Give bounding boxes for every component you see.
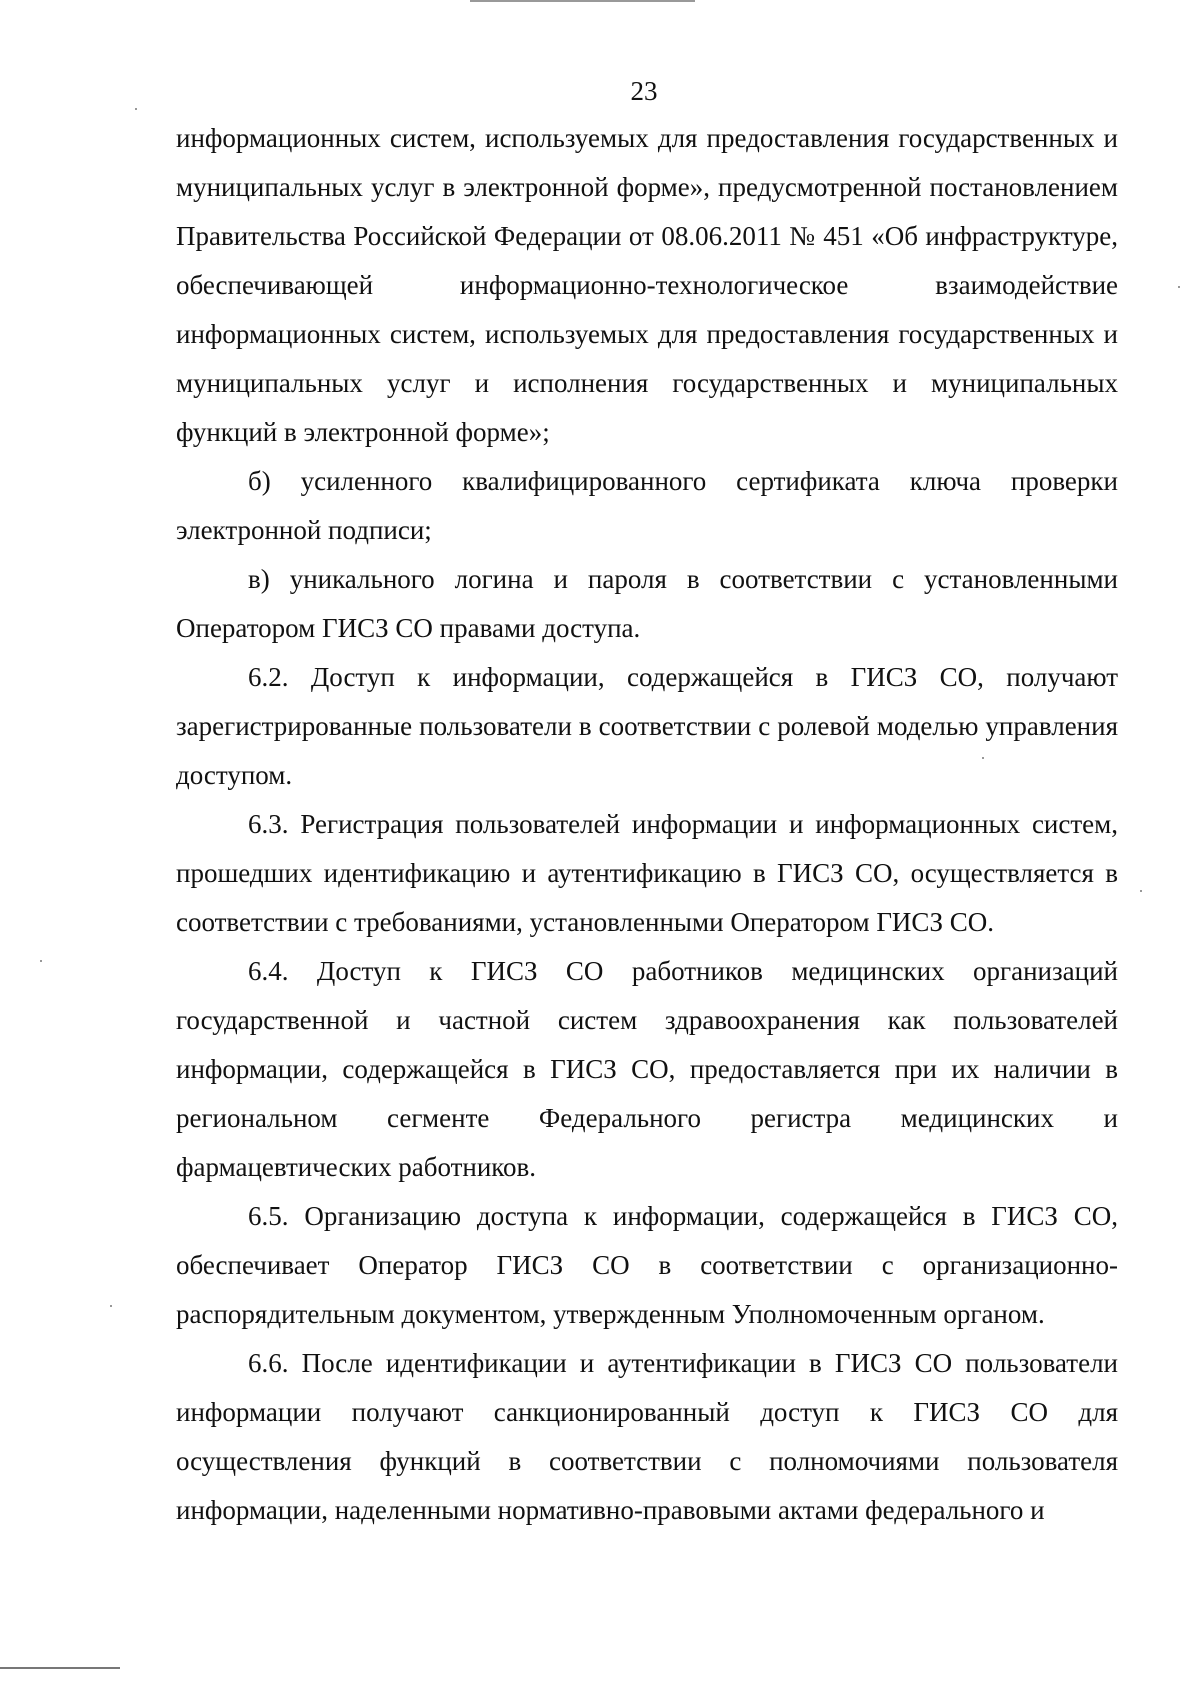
- scan-speck: [1178, 286, 1180, 288]
- paragraph-6-2: 6.2. Доступ к информации, содержащейся в ГИСЗ СО, получают зарегистрированные пользователи в соответствии с ролевой моделью управления доступом.: [176, 662, 1118, 790]
- paragraph-6-6: 6.6. После идентификации и аутентификации в ГИСЗ СО пользователи информации получают санкционированный доступ к ГИСЗ СО для осуществления функций в соответствии с полномочиями пользователя информации, наделенными нормативно-правовыми актами федерального и: [176, 1348, 1118, 1525]
- paragraph-item-v: в) уникального логина и пароля в соответствии с установленными Оператором ГИСЗ СО правами доступа.: [176, 564, 1118, 643]
- paragraph-6-5: 6.5. Организацию доступа к информации, содержащейся в ГИСЗ СО, обеспечивает Оператор ГИСЗ СО в соответствии с организационно-распорядительным документом, утвержденным Уполномоченным органом.: [176, 1201, 1118, 1329]
- scan-edge-top: [470, 0, 695, 2]
- scan-speck: [40, 960, 42, 962]
- page-number: 23: [630, 76, 658, 106]
- paragraph-item-b: б) усиленного квалифицированного сертификата ключа проверки электронной подписи;: [176, 466, 1118, 545]
- paragraph-6-4: 6.4. Доступ к ГИСЗ СО работников медицинских организаций государственной и частной систем здравоохранения как пользователей информации, содержащейся в ГИСЗ СО, предоставляется при их наличии в региональном сегменте Федерального регистра медицинских и фармацевтических работников.: [176, 956, 1118, 1182]
- scan-speck: [135, 108, 137, 110]
- document-body: [176, 114, 1118, 1535]
- paragraph-continuation: информационных систем, используемых для предоставления государственных и муниципальных услуг в электронной форме», предусмотренной постановлением Правительства Российской Федерации от 08.06.2011 № 451 «Об инфраструктуре, обеспечивающей информационно-технологическое взаимодействие информационных систем, используемых для предоставления государственных и муниципальных услуг и исполнения государственных и муниципальных функций в электронной форме»;: [176, 123, 1118, 447]
- scan-speck: [1140, 890, 1142, 892]
- scan-speck: [110, 1305, 112, 1307]
- scan-speck: [982, 757, 984, 759]
- scan-edge-bottom: [0, 1667, 120, 1669]
- paragraph-6-3: 6.3. Регистрация пользователей информации и информационных систем, прошедших идентификацию и аутентификацию в ГИСЗ СО, осуществляется в соответствии с требованиями, установленными Оператором ГИСЗ СО.: [176, 809, 1118, 937]
